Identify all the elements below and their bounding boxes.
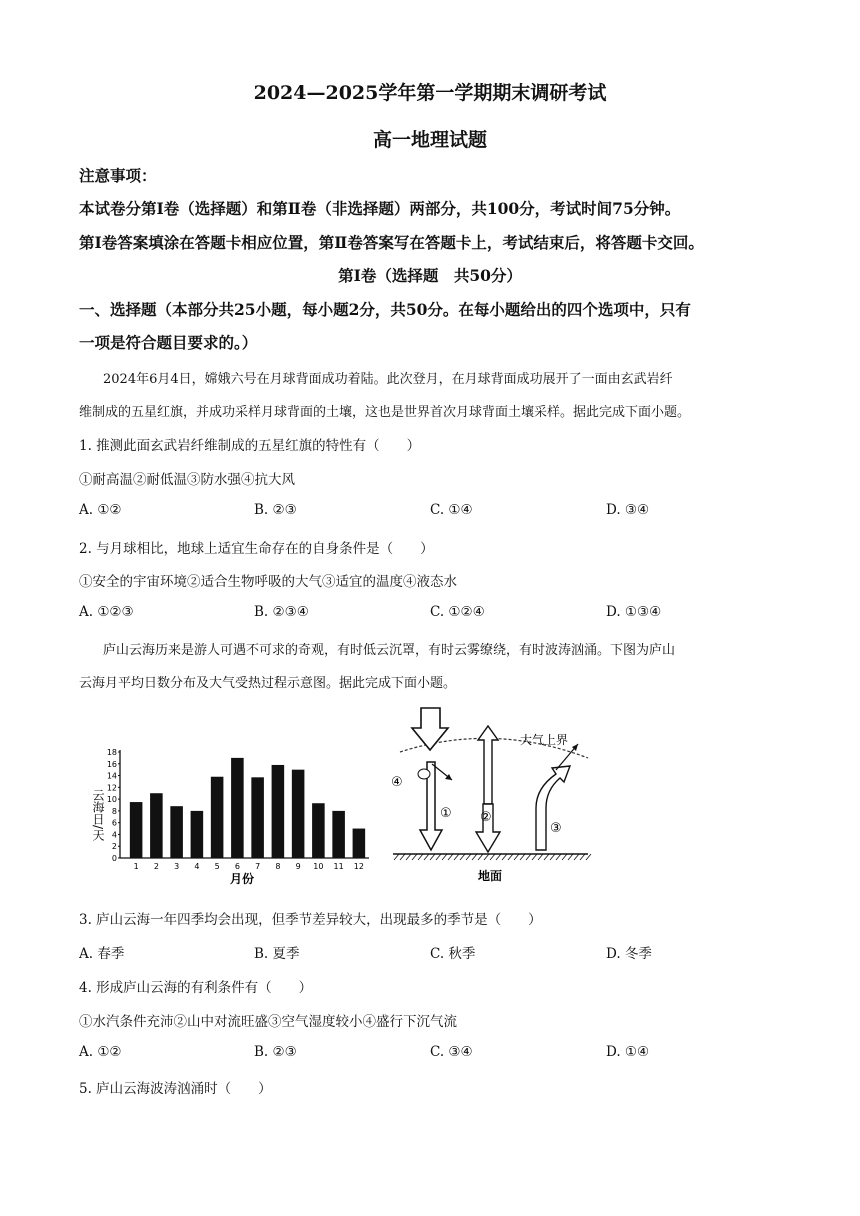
ground-hatch-mark [508, 854, 513, 860]
y-tick-label: 6 [111, 818, 117, 828]
bar-month-8 [272, 765, 285, 858]
bar-month-2 [150, 793, 163, 858]
ground-label: 地面 [478, 869, 503, 883]
ground-hatch-mark [478, 854, 483, 860]
ground-hatch-mark [526, 854, 531, 860]
exam-title: 2024—2025学年第一学期期末调研考试 [253, 82, 607, 104]
ground-hatch-mark [538, 854, 543, 860]
incoming-radiation-arrow [412, 708, 448, 750]
question-4-option-d: D. ①④ [606, 1044, 650, 1060]
ground-hatch-mark [586, 854, 591, 860]
cloud-icon [418, 769, 430, 779]
passage-1-line-2: 维制成的五星红旗，并成功采样月球背面的土壤，这也是世界首次月球背面土壤采样。据此完成下面小题。 [79, 405, 691, 420]
question-1-option-d: D. ③④ [606, 502, 650, 518]
passage-1-line-1: 2024年6月4日，嫦娥六号在月球背面成功着陆。此次登月，在月球背面成功展开了一面由玄武岩纤 [103, 372, 673, 387]
question-1-option-c: C. ①④ [430, 502, 473, 518]
question-4-items: ①水汽条件充沛②山中对流旺盛③空气湿度较小④盛行下沉气流 [79, 1014, 457, 1030]
question-2-option-a: A. ①②③ [79, 604, 134, 620]
upper-boundary-label: 大气上界 [520, 733, 569, 747]
x-tick-label: 5 [214, 862, 220, 871]
question-1-stem: 1. 推测此面玄武岩纤维制成的五星红旗的特性有（ ） [79, 438, 421, 454]
chart-y-axis-label: 云海日/天 [91, 788, 105, 842]
question-3-option-a: A. 春季 [79, 946, 125, 962]
question-1-option-a: A. ①② [79, 502, 122, 518]
question-1-option-b: B. ②③ [254, 502, 297, 518]
ground-hatch-mark [580, 854, 585, 860]
y-tick-label: 4 [111, 830, 117, 840]
x-tick-label: 6 [234, 862, 240, 871]
y-tick-label: 2 [111, 842, 117, 852]
x-tick-label: 8 [275, 862, 281, 871]
ground-hatch-mark [394, 854, 399, 860]
ground-hatch-mark [406, 854, 411, 860]
ground-hatch-mark [466, 854, 471, 860]
y-tick-label: 16 [106, 759, 117, 769]
ground-hatch-mark [436, 854, 441, 860]
question-2-option-b: B. ②③④ [254, 604, 309, 620]
ground-hatch-mark [442, 854, 447, 860]
ground-hatch-mark [574, 854, 579, 860]
y-tick-label: 12 [106, 783, 117, 793]
label-2: ② [480, 810, 492, 825]
section-instruction-2: 一项是符合题目要求的。） [79, 333, 258, 352]
question-1-items: ①耐高温②耐低温③防水强④抗大风 [79, 472, 295, 488]
question-2-option-d: D. ①③④ [606, 604, 662, 620]
bar-month-7 [251, 777, 264, 858]
ground-hatch-mark [418, 854, 423, 860]
notice-line-2: 第Ⅰ卷答案填涂在答题卡相应位置，第Ⅱ卷答案写在答题卡上，考试结束后，将答题卡交回。 [79, 233, 704, 252]
x-tick-label: 7 [255, 862, 261, 871]
x-tick-label: 4 [194, 862, 200, 871]
ground-hatch-mark [400, 854, 405, 860]
question-2-stem: 2. 与月球相比，地球上适宜生命存在的自身条件是（ ） [79, 541, 434, 557]
bar-month-4 [191, 811, 204, 858]
ground-hatch-mark [544, 854, 549, 860]
cloud-sea-bar-chart [84, 740, 374, 890]
bar-month-5 [211, 777, 224, 858]
atmosphere-heating-diagram [388, 704, 593, 884]
ground-hatch-mark [412, 854, 417, 860]
ground-hatch-mark [514, 854, 519, 860]
x-tick-label: 2 [153, 862, 159, 871]
ground-hatch-mark [424, 854, 429, 860]
question-4-option-c: C. ③④ [430, 1044, 473, 1060]
question-3-option-c: C. 秋季 [430, 946, 476, 962]
ground-hatch-mark [460, 854, 465, 860]
bar-month-1 [130, 802, 143, 858]
x-tick-label: 12 [353, 862, 364, 871]
ground-hatch-mark [520, 854, 525, 860]
question-3-stem: 3. 庐山云海一年四季均会出现，但季节差异较大，出现最多的季节是（ ） [79, 912, 542, 928]
section-instruction-1: 一、选择题（本部分共25小题，每小题2分，共50分。在每小题给出的四个选项中，只有 [79, 300, 691, 319]
bar-month-6 [231, 758, 244, 858]
ground-hatch-mark [532, 854, 537, 860]
question-2-items: ①安全的宇宙环境②适合生物呼吸的大气③适宜的温度④液态水 [79, 574, 457, 590]
label-4: ④ [391, 775, 403, 790]
notice-heading: 注意事项： [79, 166, 157, 185]
label-1: ① [440, 806, 452, 821]
chart-x-axis-label: 月份 [229, 872, 255, 886]
question-4-option-a: A. ①② [79, 1044, 122, 1060]
y-tick-label: 8 [111, 806, 117, 816]
section-title: 第Ⅰ卷（选择题 共50分） [338, 266, 522, 285]
question-4-stem: 4. 形成庐山云海的有利条件有（ ） [79, 980, 313, 996]
ground-hatch-mark [472, 854, 477, 860]
label-3: ③ [550, 821, 562, 836]
ground-hatch-mark [568, 854, 573, 860]
y-tick-label: 18 [106, 748, 117, 757]
ground-hatch-mark [496, 854, 501, 860]
x-tick-label: 10 [313, 862, 324, 871]
ground-hatch-mark [556, 854, 561, 860]
bar-month-10 [312, 803, 325, 858]
ground-hatch-mark [490, 854, 495, 860]
arrow-3 [536, 766, 570, 850]
arrow-2-up [478, 726, 498, 804]
passage-2-line-2: 云海月平均日数分布及大气受热过程示意图。据此完成下面小题。 [79, 676, 457, 691]
passage-2-line-1: 庐山云海历来是游人可遇不可求的奇观，有时低云沉罩，有时云雾缭绕，有时波涛汹涌。下图为庐山 [103, 643, 676, 658]
ground-hatch-mark [430, 854, 435, 860]
question-4-option-b: B. ②③ [254, 1044, 297, 1060]
ground-hatch-mark [454, 854, 459, 860]
ground-hatch-mark [550, 854, 555, 860]
question-3-option-d: D. 冬季 [606, 946, 652, 962]
bar-month-9 [292, 770, 305, 858]
ground-hatch-mark [562, 854, 567, 860]
ground-hatch-mark [502, 854, 507, 860]
x-tick-label: 1 [133, 862, 139, 871]
ground-hatch-mark [484, 854, 489, 860]
y-tick-label: 0 [111, 854, 117, 863]
bar-month-3 [170, 806, 183, 858]
ground-hatch-mark [448, 854, 453, 860]
question-3-option-b: B. 夏季 [254, 946, 300, 962]
x-tick-label: 3 [174, 862, 180, 871]
x-tick-label: 11 [333, 862, 344, 871]
notice-line-1: 本试卷分第Ⅰ卷（选择题）和第Ⅱ卷（非选择题）两部分，共100分，考试时间75分钟。 [79, 199, 681, 218]
x-tick-label: 9 [295, 862, 301, 871]
exam-subtitle: 高一地理试题 [372, 129, 487, 151]
bar-month-12 [353, 829, 366, 858]
question-2-option-c: C. ①②④ [430, 604, 485, 620]
y-tick-label: 14 [106, 771, 117, 781]
bar-month-11 [332, 811, 345, 858]
y-tick-label: 10 [106, 795, 117, 805]
question-5-stem: 5. 庐山云海波涛汹涌时（ ） [79, 1081, 272, 1097]
